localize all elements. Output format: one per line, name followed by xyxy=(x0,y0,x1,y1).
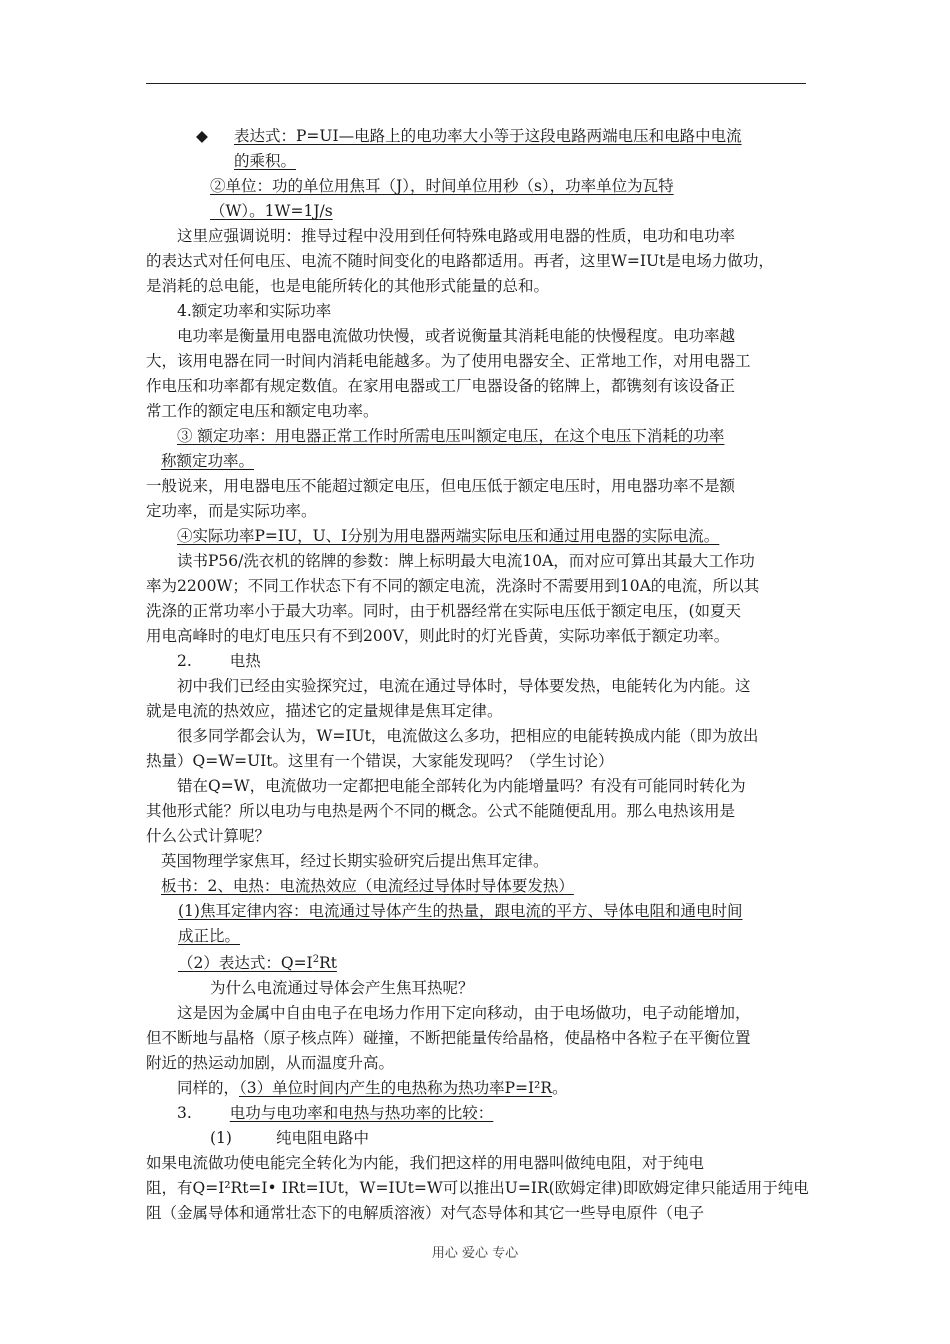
paragraph: 初中我们已经由实验探究过，电流在通过导体时，导体要发热，电能转化为内能。这 xyxy=(177,677,751,695)
section-heading: 4.额定功率和实际功率 xyxy=(177,302,332,320)
text-line: 称额定功率。 xyxy=(161,452,255,470)
paragraph: 这里应强调说明：推导过程中没用到任何特殊电路或用电器的性质，电功和电功率 xyxy=(177,227,736,245)
text-line: 成正比。 xyxy=(178,927,241,945)
text-line: ③ 额定功率：用电器正常工作时所需电压叫额定电压，在这个电压下消耗的功率 xyxy=(177,427,725,445)
paragraph: 为什么电流通过导体会产生焦耳热呢？ xyxy=(210,979,474,997)
section-heading xyxy=(146,1101,810,1126)
blackboard-heading: 板书：2、电热：电流热效应（电流经过导体时导体要发热） xyxy=(161,877,574,895)
heading-number: (1) xyxy=(210,1129,232,1147)
heading-text: 纯电阻电路中 xyxy=(275,1129,369,1147)
text-line: 的乘积。 xyxy=(234,152,297,170)
paragraph: 其他形式能？所以电功与电热是两个不同的概念。公式不能随便乱用。那么电热该用是 xyxy=(146,802,736,820)
paragraph: 就是电流的热效应，描述它的定量规律是焦耳定律。 xyxy=(146,702,503,720)
paragraph: 很多同学都会认为，W=IUt，电流做这么多功，把相应的电能转换成内能（即为放出 xyxy=(177,727,759,745)
text-line: (1)焦耳定律内容：电流通过导体产生的热量，跟电流的平方、导体电阻和通电时间 xyxy=(178,902,743,920)
section-heading xyxy=(146,649,810,674)
paragraph: 什么公式计算呢？ xyxy=(146,827,271,845)
paragraph: 电功率是衡量用电器电流做功快慢，或者说衡量其消耗电能的快慢程度。电功率越 xyxy=(177,327,736,345)
paragraph: 常工作的额定电压和额定电功率。 xyxy=(146,402,379,420)
paragraph: 洗涤的正常功率小于最大功率。同时，由于机器经常在实际电压低于额定电压，(如夏天 xyxy=(146,602,742,620)
paragraph: 附近的热运动加剧，从而温度升高。 xyxy=(146,1054,395,1072)
paragraph: 阻，有Q=I²Rt=I• IRt=IUt，W=IUt=W可以推出U=IR(欧姆定律)即欧姆定律只能适用于纯电 xyxy=(146,1179,809,1197)
heading-text: 电功与电功率和电热与热功率的比较： xyxy=(229,1104,494,1122)
paragraph: 同样的，（3）单位时间内产生的电热称为热功率P=I²R。 xyxy=(177,1079,568,1097)
paragraph: 率为2200W；不同工作状态下有不同的额定电流，洗涤时不需要用到10A的电流，所以其 xyxy=(146,577,760,595)
text-line: ④实际功率P=IU，U、I分别为用电器两端实际电压和通过用电器的实际电流。 xyxy=(177,527,720,545)
heading-number: 2. xyxy=(177,652,192,670)
paragraph: 一般说来，用电器电压不能超过额定电压，但电压低于额定电压时，用电器功率不是额 xyxy=(146,477,736,495)
text-line: 表达式：P=UI—电路上的电功率大小等于这段电路两端电压和电路中电流 xyxy=(234,127,742,145)
heading-number: 3. xyxy=(177,1104,192,1122)
paragraph: 作电压和功率都有规定数值。在家用电器或工厂电器设备的铭牌上，都镌刻有该设备正 xyxy=(146,377,736,395)
paragraph: 大，该用电器在同一时间内消耗电能越多。为了使用电器安全、正常地工作，对用电器工 xyxy=(146,352,751,370)
paragraph: 是消耗的总电能，也是电能所转化的其他形式能量的总和。 xyxy=(146,277,550,295)
header-rule xyxy=(146,83,806,84)
paragraph: 用电高峰时的电灯电压只有不到200V，则此时的灯光昏黄，实际功率低于额定功率。 xyxy=(146,627,730,645)
paragraph: 这是因为金属中自由电子在电场力作用下定向移动，由于电场做功，电子动能增加， xyxy=(177,1004,751,1022)
paragraph: 的表达式对任何电压、电流不随时间变化的电路都适用。再者，这里W=IUt是电场力做功， xyxy=(146,252,774,270)
heat-power-definition: （3）单位时间内产生的电热称为热功率P=I²R xyxy=(239,1079,553,1097)
text-line: （W）。1W=1J/s xyxy=(210,202,333,220)
paragraph: 但不断地与晶格（原子核点阵）碰撞，不断把能量传给晶格，使晶格中各粒子在平衡位置 xyxy=(146,1029,751,1047)
page-footer: 用心 爱心 专心 xyxy=(431,1246,519,1261)
formula-line: （2）表达式：$Q=I^2Rt$ xyxy=(178,953,337,972)
paragraph: 英国物理学家焦耳，经过长期实验研究后提出焦耳定律。 xyxy=(161,852,549,870)
heading-text: 电热 xyxy=(229,652,261,670)
paragraph: 错在Q=W，电流做功一定都把电能全部转化为内能增量吗？有没有可能同时转化为 xyxy=(177,777,746,795)
document-body xyxy=(146,124,810,1226)
diamond-bullet-icon: ◆ xyxy=(196,127,208,145)
paragraph: 定功率，而是实际功率。 xyxy=(146,502,317,520)
paragraph: 如果电流做功使电能完全转化为内能，我们把这样的用电器叫做纯电阻，对于纯电 xyxy=(146,1154,705,1172)
bullet-item-expression xyxy=(146,124,810,174)
paragraph: 阻（金属导体和通常壮态下的电解质溶液）对气态导体和其它一些导电原件（电子 xyxy=(146,1204,705,1222)
sub-heading xyxy=(146,1126,810,1151)
paragraph: 热量）Q=W=UIt。这里有一个错误，大家能发现吗？（学生讨论） xyxy=(146,752,614,770)
text-line: ②单位：功的单位用焦耳（J），时间单位用秒（s），功率单位为瓦特 xyxy=(210,177,674,195)
paragraph: 读书P56/洗衣机的铭牌的参数：牌上标明最大电流10A，而对应可算出其最大工作功 xyxy=(177,552,755,570)
